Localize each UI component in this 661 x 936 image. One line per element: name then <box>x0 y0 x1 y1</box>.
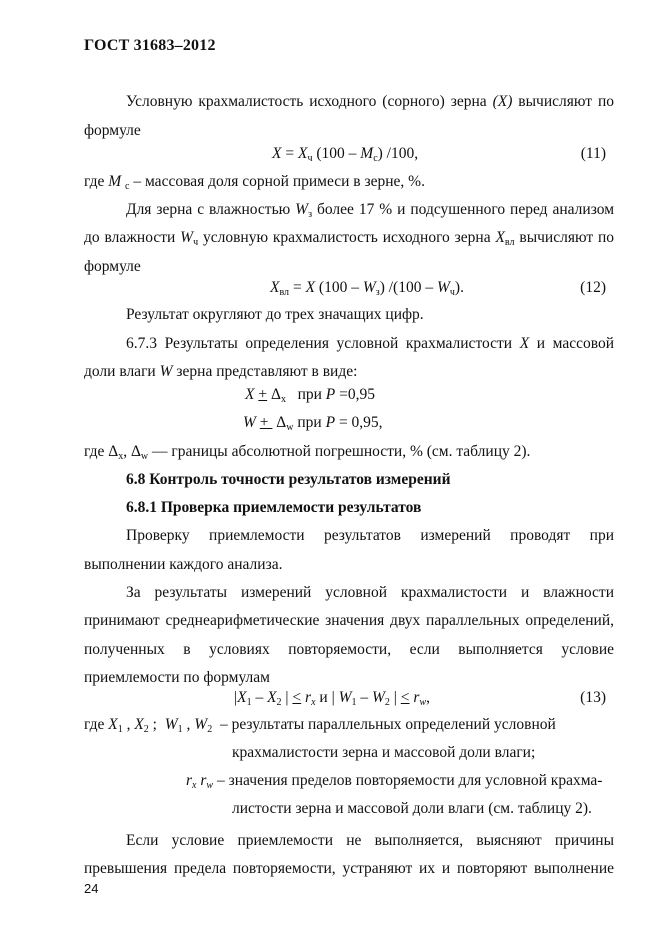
section-6-7-3: 6.7.3 Результаты определения условной крахмалистости X и массовой <box>126 335 615 352</box>
paragraph-conditional-starch: Условную крахмалистость исходного (сорного) зерна (X) вычисляют по <box>126 93 614 110</box>
where-clause-3-line2: крахмалистости зерна и массовой доли влаги; <box>232 744 536 761</box>
formula-11-number: (11) <box>580 145 606 162</box>
formula-13-number: (13) <box>580 689 606 706</box>
where-clause-3-line3: $r_x$ $r_w$ – значения пределов повторяемости для условной крахма- <box>186 772 603 791</box>
paragraph-results-line3: полученных в условиях повторяемости, если выполняется условие <box>84 641 614 658</box>
paragraph-results-line2: принимают среднеарифметические значения двух параллельных определений, <box>84 612 614 629</box>
paragraph-moisture: Для зерна с влажностью $W_з$ более 17 % и подсушенного перед анализом <box>126 201 614 220</box>
section-6-7-3-line2: доли влаги W зерна представляют в виде: <box>84 363 358 380</box>
where-clause-2: где $\Delta_x$, $\Delta_w$ — границы абсолютной погрешности, % (см. таблицу 2). <box>84 443 531 462</box>
where-clause-1: где M $_c$ – массовая доля сорной примеси в зерне, %. <box>84 173 425 192</box>
section-6-8-heading: 6.8 Контроль точности результатов измерений <box>126 471 451 488</box>
result-w: $W + \Delta_w$ при P = 0,95, <box>243 414 383 433</box>
formula-11: $X = X_ч$ $(100 - M_c)$ /100, <box>272 145 419 164</box>
paragraph-moisture-line2: до влажности $W_ч$ условную крахмалистость исходного зерна $X_{вл}$ вычисляют по <box>84 229 614 248</box>
formula-13: $|X_1 - X_2$ | < $r_x$ и | $W_1 - W_2$ | < $r_w$, <box>234 689 430 708</box>
paragraph-check-line2: выполнении каждого анализа. <box>84 556 283 573</box>
paragraph-line: формуле <box>84 122 141 139</box>
where-clause-3: где $X_1$ , $X_2$ ; $W_1$ , $W_2$ – результаты параллельных определений условной <box>84 716 556 735</box>
paragraph-failure: Если условие приемлемости не выполняется, выясняют причины <box>126 832 614 849</box>
paragraph-line: формуле <box>84 258 141 275</box>
formula-12-number: (12) <box>580 279 606 296</box>
paragraph-results-line4: приемлемости по формулам <box>84 669 270 686</box>
formula-12: $X_{вл} = X$ $(100 - W_з)$ $/(100 - W_ч)$. <box>270 279 464 298</box>
page-number: 24 <box>84 881 99 896</box>
paragraph-check: Проверку приемлемости результатов измерений проводят при <box>126 527 614 544</box>
where-clause-3-line4: листости зерна и массовой доли влаги (см. таблицу 2). <box>232 800 592 817</box>
paragraph-failure-line2: превышения предела повторяемости, устраняют их и повторяют выполнение <box>84 860 614 877</box>
section-6-8-1-heading: 6.8.1 Проверка приемлемости результатов <box>126 499 422 516</box>
result-x: $X + \Delta_x$ при P =0,95 <box>245 386 375 405</box>
rounding-note: Результат округляют до трех значащих цифр. <box>126 306 424 323</box>
document-header: ГОСТ 31683–2012 <box>84 37 216 54</box>
paragraph-results: За результаты измерений условной крахмалистости и влажности <box>126 584 614 601</box>
